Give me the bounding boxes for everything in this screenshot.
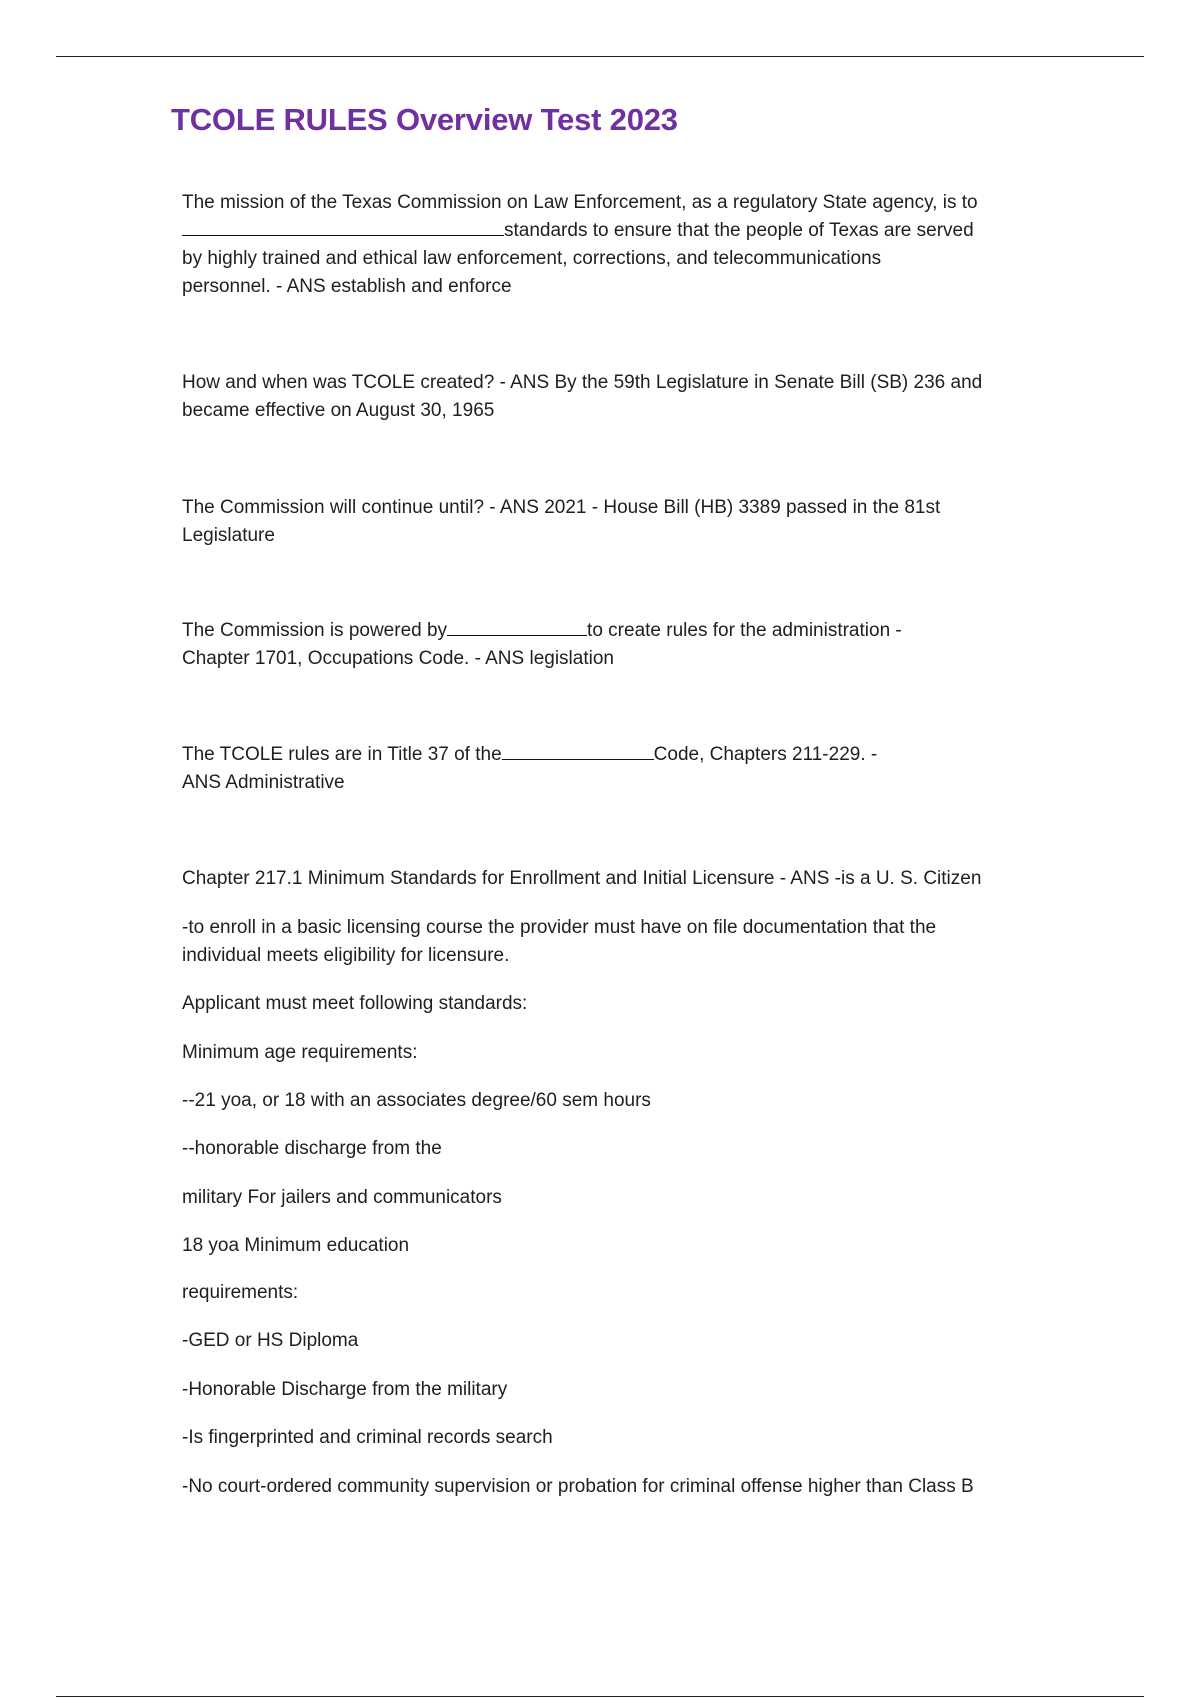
answer-blank	[502, 741, 654, 760]
q5-line-1-start: The TCOLE rules are in Title 37 of the	[182, 744, 502, 765]
q3-line-2: Legislature	[182, 525, 275, 546]
q6-line-8: military For jailers and communicators	[182, 1187, 502, 1208]
top-divider	[56, 56, 1144, 57]
q6-line-12: -Honorable Discharge from the military	[182, 1379, 508, 1400]
q6-line-14: -No court-ordered community supervision or probation for criminal offense higher than Class B	[182, 1476, 974, 1497]
document-title: TCOLE RULES Overview Test 2023	[171, 102, 678, 137]
q2-line-1: How and when was TCOLE created? - ANS By the 59th Legislature in Senate Bill (SB) 236 and	[182, 372, 983, 393]
q1-line-2-text: standards to ensure that the people of Texas are served	[504, 220, 974, 241]
q6-line-5: Minimum age requirements:	[182, 1042, 418, 1063]
q6-line-2: -to enroll in a basic licensing course the provider must have on file documentation that the	[182, 917, 937, 938]
q1-line-3: by highly trained and ethical law enforcement, corrections, and telecommunications	[182, 248, 882, 269]
q1-line-1: The mission of the Texas Commission on Law Enforcement, as a regulatory State agency, is to	[182, 192, 978, 213]
q4-line-1-start: The Commission is powered by	[182, 620, 448, 641]
q6-line-10: requirements:	[182, 1282, 299, 1303]
q6-line-3: individual meets eligibility for licensure.	[182, 945, 510, 966]
q5-line-1-end: Code, Chapters 211-229. -	[653, 744, 878, 765]
q6-line-4: Applicant must meet following standards:	[182, 993, 528, 1014]
q4-line-1-end: to create rules for the administration -	[587, 620, 902, 641]
q6-line-7: --honorable discharge from the	[182, 1138, 442, 1159]
q6-line-6: --21 yoa, or 18 with an associates degree/60 sem hours	[182, 1090, 651, 1111]
bottom-divider	[56, 1696, 1144, 1697]
q4-line-1	[182, 617, 1062, 645]
q1-line-4: personnel. - ANS establish and enforce	[182, 276, 512, 297]
q6-line-13: -Is fingerprinted and criminal records search	[182, 1427, 553, 1448]
q6-line-9: 18 yoa Minimum education	[182, 1235, 410, 1256]
q3-line-1: The Commission will continue until? - ANS 2021 - House Bill (HB) 3389 passed in the 81st	[182, 497, 941, 518]
q1-line-2	[182, 217, 1062, 245]
q2-line-2: became effective on August 30, 1965	[182, 400, 495, 421]
q5-line-2: ANS Administrative	[182, 772, 345, 793]
q6-line-11: -GED or HS Diploma	[182, 1330, 359, 1351]
answer-blank	[182, 217, 504, 236]
q6-line-1: Chapter 217.1 Minimum Standards for Enrollment and Initial Licensure - ANS -is a U. S. Citizen	[182, 868, 982, 889]
answer-blank	[447, 617, 587, 636]
q4-line-2: Chapter 1701, Occupations Code. - ANS legislation	[182, 648, 614, 669]
q5-line-1	[182, 741, 1062, 769]
